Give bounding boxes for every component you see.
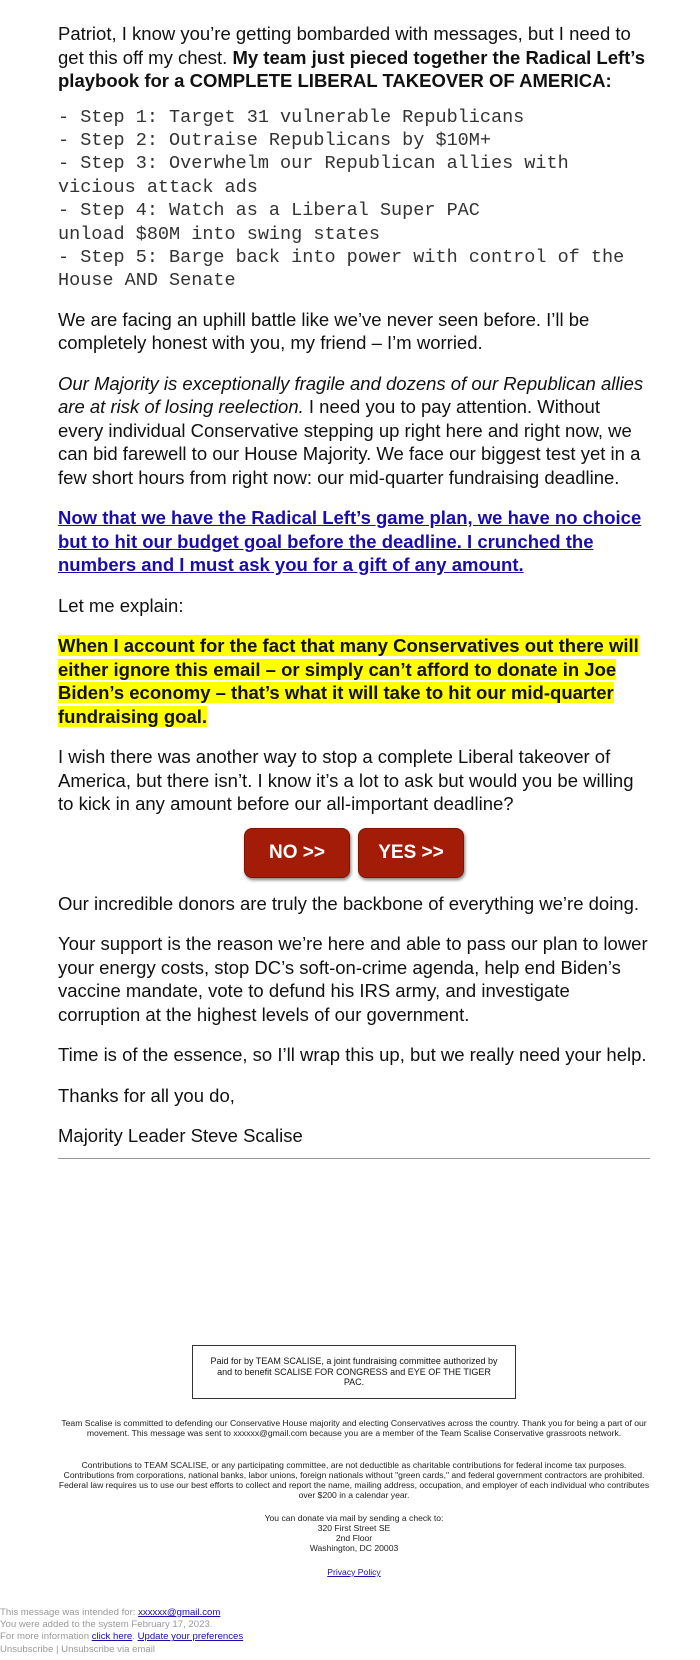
intro-bold: My team just pieced together the Radical Left’s playbook for a COMPLETE LIBERAL TAKEOVER OF AMERICA: <box>58 46 646 91</box>
mail-line3: Washington, DC 20003 <box>309 1543 399 1553</box>
more-info-separator: . <box>132 1631 138 1643</box>
unsubscribe-email-link[interactable]: Unsubscribe via email <box>61 1643 155 1655</box>
explain-paragraph: Let me explain: <box>58 594 184 616</box>
no-button[interactable]: NO >> <box>244 828 350 878</box>
intro-lead: Patriot, I know you’re getting bombarded with messages, but I need to get this off my chest. <box>58 23 631 68</box>
privacy-policy-link[interactable]: Privacy Policy <box>327 1567 381 1577</box>
more-info-label: For more information <box>0 1631 92 1643</box>
playbook-steps: - Step 1: Target 31 vulnerable Republicans - Step 2: Outraise Republicans by $10M+ - Step 3: Overwhelm our Republican allies with vicious attack ads - Step 4: Watch as a Liberal Super PAC unload $80M into swing states - Step 5: Barge back into power with control of the House AND Senate <box>58 106 625 292</box>
mail-line1: 320 First Street SE <box>317 1523 391 1533</box>
highlighted-text: When I account for the fact that many Conservatives out there will either ignore this email – or simply can’t afford to donate in Joe Biden’s economy – that’s what it will take to hit our mid-quarter fundraising goal. <box>58 635 639 727</box>
committed-text: Team Scalise is committed to defending our Conservative House majority and electing Conservatives across the country. Thank you for being a part of our movement. This message was sent to xxxxxx@gmail.com because you are a member of the Team Scalise Conservative grassroots network. <box>61 1418 647 1438</box>
more-info-line <box>0 1631 243 1643</box>
highlight-paragraph <box>58 634 650 728</box>
majority-paragraph <box>58 372 650 490</box>
mail-intro: You can donate via mail by sending a check to: <box>264 1513 444 1523</box>
added-line: You were added to the system February 17, 2023. <box>0 1619 213 1631</box>
intro-paragraph <box>58 22 650 93</box>
majority-italic: Our Majority is exceptionally fragile and dozens of our Republican allies are at risk of losing reelection. <box>58 372 644 418</box>
privacy-row <box>58 1567 650 1577</box>
system-footer <box>0 1607 243 1656</box>
intended-line <box>0 1607 243 1619</box>
donate-link[interactable]: Now that we have the Radical Left’s game plan, we have no choice but to hit our budget goal before the deadline. I crunched the numbers and I must ask you for a gift of any amount. <box>58 507 642 576</box>
closing-line: Thanks for all you do, <box>58 1084 235 1106</box>
majority-rest: I need you to pay attention. Without every individual Conservative stepping up right here and right now, we can bid farewell to our House Majority. We face our biggest test yet in a few short hours from right now: our mid-quarter fundraising deadline. <box>58 396 641 488</box>
yes-button[interactable]: YES >> <box>358 828 464 878</box>
mail-address <box>58 1513 650 1553</box>
paid-for-disclaimer <box>192 1345 516 1399</box>
intended-label: This message was intended for: <box>0 1607 139 1618</box>
divider <box>58 1158 650 1159</box>
contributions-text: Contributions to TEAM SCALISE, or any participating committee, are not deductible as charitable contributions for federal income tax purposes. Contributions from corporations, national banks, labor unions, foreign nationals without "green cards," and federal government contractors are prohibited. Federal law requires us to use our best efforts to collect and report the name, mailing address, occupation, and employer of each individual who contributes over $200 in a calendar year. <box>58 1460 650 1500</box>
cta-paragraph <box>58 506 650 577</box>
mail-line2: 2nd Floor <box>335 1533 373 1543</box>
support-paragraph: Your support is the reason we’re here and able to pass our plan to lower your energy costs, stop DC’s soft-on-crime agenda, help end Biden’s vaccine mandate, vote to defund his IRS army, and investigate corruption at the highest levels of our government. <box>58 933 648 1025</box>
email-body <box>58 22 650 1159</box>
uphill-paragraph: We are facing an uphill battle like we’ve never seen before. I’ll be completely honest with you, my friend – I’m worried. <box>58 308 590 354</box>
wish-paragraph: I wish there was another way to stop a complete Liberal takeover of America, but there isn’t. I know it’s a lot to ask but would you be willing to kick in any amount before our all-important deadline? <box>58 746 634 815</box>
signature: Majority Leader Steve Scalise <box>58 1125 303 1147</box>
button-row <box>58 828 650 878</box>
update-preferences-link[interactable]: Update your preferences <box>137 1631 244 1643</box>
unsubscribe-separator: | <box>53 1643 62 1655</box>
unsubscribe-link[interactable]: Unsubscribe <box>0 1643 54 1655</box>
intended-email-link[interactable]: xxxxxx@gmail.com <box>138 1607 221 1618</box>
disclaimer-text: Paid for by TEAM SCALISE, a joint fundraising committee authorized by and to benefit SCALISE FOR CONGRESS and EYE OF THE TIGER PAC. <box>210 1356 498 1388</box>
click-here-link[interactable]: click here <box>91 1631 133 1643</box>
unsubscribe-line <box>0 1644 243 1656</box>
time-paragraph: Time is of the essence, so I’ll wrap this up, but we really need your help. <box>58 1044 647 1066</box>
donors-paragraph: Our incredible donors are truly the backbone of everything we’re doing. <box>58 892 640 914</box>
